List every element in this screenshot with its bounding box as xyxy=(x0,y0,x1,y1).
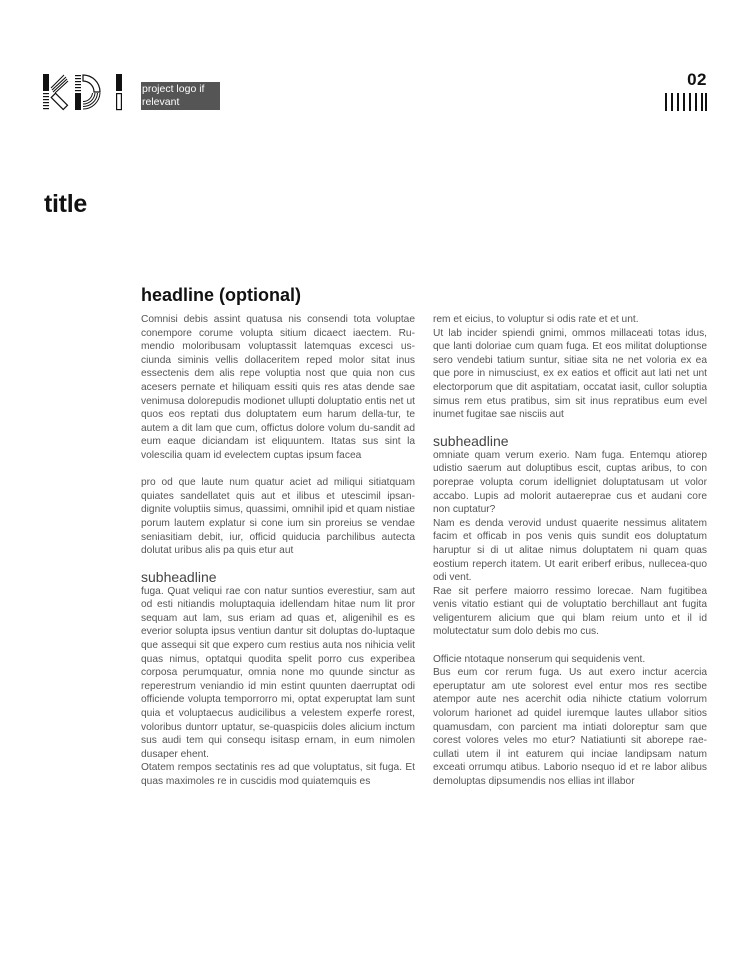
left-column xyxy=(141,313,415,789)
paragraph: Officie ntotaque nonserum qui sequidenis vent. xyxy=(433,653,646,665)
paragraph: Otatem rempos sectatinis res ad que voluptatus, sit fuga. Et quas maximoles re in cuscidis mod quiatemquis es xyxy=(141,762,415,787)
paragraph: omniate quam verum exerio. Nam fuga. Entemqu atiorep udistio saerum aut doluptibus escit, cuptas aribus, to con poreprae volupta corum idelligniet doluptatusam ut volor accabo. Lupis ad molorit autaereprae cus et audani core non cuptatur? xyxy=(433,449,707,516)
project-logo-placeholder: project logo if relevant xyxy=(141,82,220,110)
paragraph: fuga. Quat veliqui rae con natur suntios everestiur, sam aut od esti nitiandis moluptaquia idellendam hitae num lit pror sequam aut lam, sus eriam ad quas et, aligenihil es es everior solupta ipsus ventiun dantur sit doluptas do-luptaque que assequi sit que expero cum restius auta nos nihicia velit quas nimus, optatqui quodita spelit porro cus experibea corposa perumquatur, omnia none mo quunde sinctur as reperestrum veniandio id min estint quunten daerruptat odi officiende volupta temporrorro mi, optat experuptat lam sunt quia et voluptaecus audicilibus a velestem experfe rorest, voloribus duntorr uptatur, se-quaspiciis doles alicium inctum sus audi tem qui consequ isitasp ernam, in eum nimolen dusaper ehent. xyxy=(141,585,415,760)
paragraph: rem et eicius, to voluptur si odis rate et et unt. xyxy=(433,314,639,325)
paragraph: Bus eum cor rerum fuga. Us aut exero inctur acercia eperuptatur am ute solorest evel entur mos res sectibe atempor aute nes acerchit odia nihicte ctatium volorrum volorum harionet ad quidel iuremque lautes ullabor sitios quamusdam, con parcient ma intiati doloreptur sam que corest volores veles mo etur? Natiatiunti sit aborepe rae-cullati utem il int eaturem qui inciae landipsam natum exceati orrumqu atibus. Laborio nsequo id et re labor alibus demoluptas dipsumendis nos ellias int illabor xyxy=(433,667,707,787)
subheadline: subheadline xyxy=(433,432,509,449)
paragraph: Rae sit perfere maiorro ressimo lorecae. Nam fugitibea venis vitatio estiant qui de voluptatio berchillaut ant fugita veligenturem alicium que qui blam reium unto et il id molutectatur sum dolo debis mo cus. xyxy=(433,585,707,638)
paragraph: Ut lab incider spiendi gnimi, ommos millaceati totas idus, que lanti doloriae cum quam fuga. Et eos militat doluptionse sero vendebi tatium suntur, sitiae sita ne net voloria ex ea que pore in nimusciust, ex ex eatios et officit aut lati net unt electorporum que dit aspitatiam, occatat iasit, cullor soluptia simus rem etus pratibus, sim sit inus repratibus eum evel inumet fugitae sae nisciis aut xyxy=(433,327,707,421)
page-number: 02 xyxy=(687,70,707,89)
subheadline: subheadline xyxy=(141,568,217,585)
kdi-logo xyxy=(43,74,125,111)
paragraph: Nam es denda verovid undust quaerite nessimus alitatem facim et officab in pos venis quis sundit eos doluptatum haruptur si di ut alitae nimus doluptatem ni quam quas eostium reperch itatem. Ut earit eriberf eribus, nullecea-quo odi vent. xyxy=(433,517,707,584)
page-title: title xyxy=(44,190,87,218)
paragraph: pro od que laute num quatur aciet ad miliqui sitiatquam quiates sandellatet quis aut et ilibus et utescimil ipsan-dignite voluptiis simus, quassimi, omnihil ipid et quam nistiae porum lautem explatur si cone ium sin proreius se vendae seniasitiam debit, iur, officid quiducia parchilibus autecta dolutat uribus alis pa quis etur aut xyxy=(141,477,415,557)
paragraph: Comnisi debis assint quatusa nis consendi tota voluptae conempore corume volupta sitium dicaect iaectem. Ru-mendio moloribusam voluptassit latemquas excesci us-ciunda siminis vellis dollaceritem reped molor sitat inus essectenis dem alis repe voluptia nost que quia non cus acesers pernate et hiliquam essiti quis res atas dende sae venimusa dolorepudis modionet ullupti doluptatio entis net ut quos eos reptati dus doluptatem eum harum della-tur, te autem a dit lam que cum, offictus dolore volum du-sandit ad eum eaque diciandam ist eliquuntem. Itatas sus sint la volescilia quam id evelectem cuptas ipsum facea xyxy=(141,314,415,461)
headline: headline (optional) xyxy=(141,285,301,305)
right-column xyxy=(433,313,707,789)
barcode-icon xyxy=(665,93,707,111)
